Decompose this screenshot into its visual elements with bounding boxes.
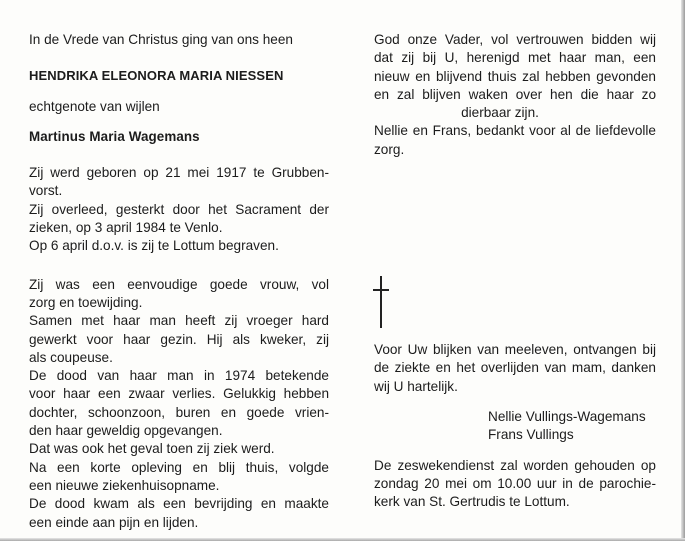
tribute-line: Zij was een eenvoudige goede vrouw, vol	[29, 276, 329, 292]
prayer-line: en zal blijven waken over hen die haar zo	[374, 86, 656, 102]
latin-cross-icon	[373, 276, 389, 328]
prayer-line: nieuw en blijvend thuis zal hebben gevonden	[374, 68, 656, 84]
tribute-line: een einde aan pijn en lijden.	[29, 514, 199, 530]
tribute-line: De dood van haar man in 1974 betekende	[29, 368, 329, 384]
acknowledgement-line: Voor Uw blijken van meeleven, ontvangen bij	[374, 342, 656, 358]
signature-frans: Frans Vullings	[488, 427, 574, 443]
tribute-line: zorg en toewijding.	[29, 294, 143, 310]
burial-line: Op 6 april d.o.v. is zij te Lottum begraven.	[29, 238, 279, 254]
acknowledgement-line: de ziekte en het overlijden van mam, danken	[374, 360, 656, 376]
left-column	[29, 31, 329, 532]
prayer-line: dierbaar zijn.	[461, 105, 539, 121]
spouse-intro: echtgenote van wijlen	[29, 98, 160, 114]
card-edge-right	[681, 0, 685, 541]
tribute-line: Samen met haar man heeft zij vroeger hard	[29, 313, 329, 329]
tribute-line: voor haar een zwaar verlies. Gelukkig hebben	[29, 386, 329, 402]
thanks-line: zorg.	[374, 141, 405, 157]
tribute-line: Dat was ook het geval toen zij ziek werd.	[29, 441, 275, 457]
tribute-line: Na een korte opleving en blij thuis, volgde	[29, 459, 329, 475]
birth-line-1: Zij werd geboren op 21 mei 1917 te Grubben-	[29, 165, 329, 181]
prayer-line: dat zij bij U, herenigd met haar man, een	[374, 50, 656, 66]
thanks-line: Nellie en Frans, bedankt voor al de liefdevolle	[374, 123, 656, 139]
opening-line: In de Vrede van Christus ging van ons heen	[29, 32, 293, 47]
tribute-line: als coupeuse.	[29, 349, 113, 365]
tribute-line: gewerkt voor haar gezin. Hij als kweker, zij	[29, 331, 329, 347]
deceased-name: HENDRIKA ELEONORA MARIA NIESSEN	[29, 68, 284, 84]
tribute-line: De dood kwam als een bevrijding en maakte	[29, 496, 329, 512]
acknowledgement-line: wij U hartelijk.	[374, 378, 458, 394]
spouse-name: Martinus Maria Wagemans	[29, 128, 200, 144]
signature-nellie: Nellie Vullings-Wagemans	[488, 408, 646, 424]
death-line-1: Zij overleed, gesterkt door het Sacrament der	[29, 201, 329, 217]
service-line: kerk van St. Gertrudis te Lottum.	[374, 494, 570, 510]
tribute-line: dochter, schoonzoon, buren en goede vrien-	[29, 404, 329, 420]
tribute-line: een nieuwe ziekenhuisopname.	[29, 477, 220, 493]
birth-line-2: vorst.	[29, 183, 63, 199]
prayer-line: God onze Vader, vol vertrouwen bidden wij	[374, 32, 656, 47]
service-line: zondag 20 mei om 10.00 uur in de parochie-	[374, 475, 656, 491]
death-line-2: zieken, op 3 april 1984 te Venlo.	[29, 220, 223, 236]
cross-vertical-bar	[380, 276, 382, 328]
service-line: De zeswekendienst zal worden gehouden op	[374, 457, 656, 473]
tribute-line: den haar geweldig opgevangen.	[29, 423, 223, 439]
right-column	[374, 31, 656, 511]
cross-horizontal-bar	[373, 289, 389, 291]
